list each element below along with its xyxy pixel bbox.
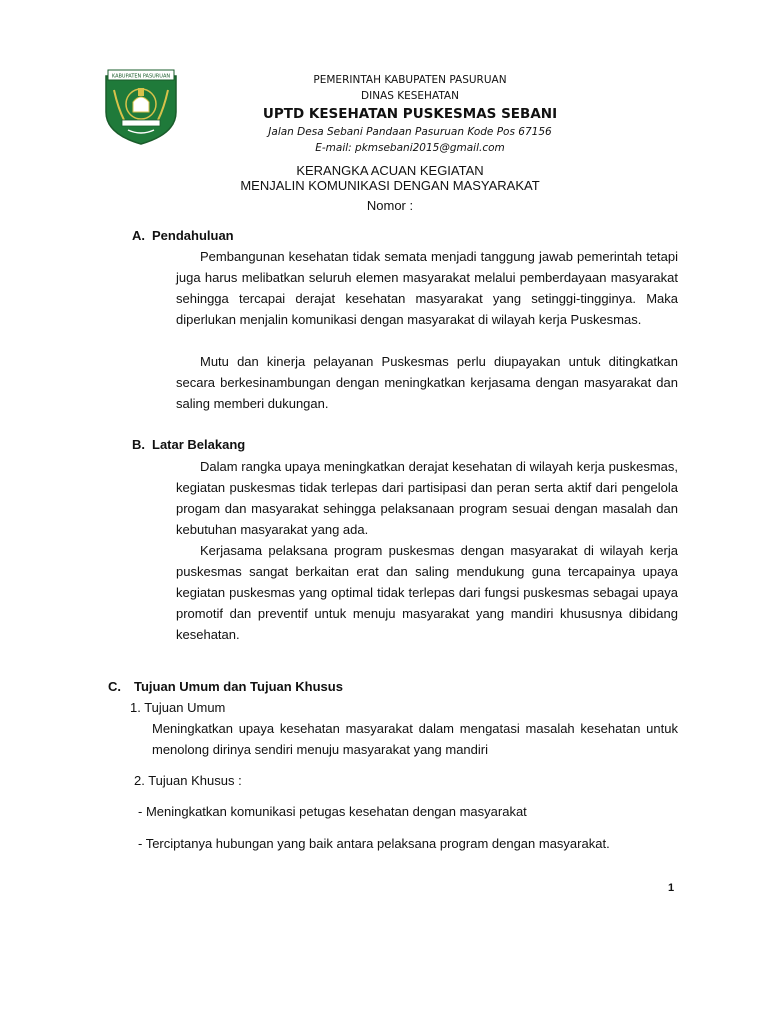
section-b-heading [132,437,245,452]
page-number: 1 [668,882,675,894]
document-title-line2: MENJALIN KOMUNIKASI DENGAN MASYARAKAT [240,178,540,193]
section-b-paragraph-1: Dalam rangka upaya meningkatkan derajat kesehatan di wilayah kerja puskesmas, kegiatan puskesmas tidak terlepas dari partisipasi dan peran serta aktif dari pengelola progam dan masyarakat sehingga pelaksanaan program sesuai dengan masalah dan kebutuhan masyarakat yang ada. [176,459,678,537]
tujuan-khusus-label: 2. Tujuan Khusus : [134,773,242,788]
section-a-letter: A. [132,228,145,243]
document-title-line1: KERANGKA ACUAN KEGIATAN [296,163,484,178]
government-name: PEMERINTAH KABUPATEN PASURUAN [313,74,507,86]
tujuan-umum-label: 1. Tujuan Umum [130,700,226,715]
institution-email: E-mail: pkmsebani2015@gmail.com [315,142,505,154]
document-number-label: Nomor : [366,198,414,213]
section-b-title: Latar Belakang [152,437,246,452]
department-name: DINAS KESEHATAN [361,90,459,102]
section-b-paragraph-2: Kerjasama pelaksana program puskesmas dengan masyarakat di wilayah kerja puskesmas sangat berkaitan erat dan saling mendukung guna tercapainya upaya kegiatan puskesmas yang optimal tidak terlepas dari fungsi puskesmas sebagai upaya promotif dan preventif untuk menuju masyarakat yang mandiri khususnya dibidang kesehatan. [176,543,678,642]
section-c-title: Tujuan Umum dan Tujuan Khusus [134,679,343,694]
section-c-heading [108,679,343,694]
regency-emblem-logo [102,68,180,146]
section-a-title: Pendahuluan [152,228,234,243]
tujuan-khusus-bullet-2: - Terciptanya hubungan yang baik antara pelaksana program dengan masyarakat. [138,836,610,851]
svg-text:KABUPATEN PASURUAN: KABUPATEN PASURUAN [111,73,171,80]
institution-name: UPTD KESEHATAN PUSKESMAS SEBANI [262,106,558,122]
tujuan-khusus-bullet-1: - Meningkatkan komunikasi petugas kesehatan dengan masyarakat [138,804,527,819]
letterhead [200,72,620,156]
section-c-letter: C. [108,679,121,694]
tujuan-umum-text: Meningkatkan upaya kesehatan masyarakat dalam mengatasi masalah kesehatan untuk menolong dirinya sendiri menuju masyarakat yang mandiri [152,721,678,757]
section-a-heading [132,228,234,243]
section-a-paragraph-2: Mutu dan kinerja pelayanan Puskesmas perlu diupayakan untuk ditingkatkan secara berkesinambungan dengan meningkatkan kerjasama dengan masyarakat dan saling memberi dukungan. [176,354,678,411]
institution-address: Jalan Desa Sebani Pandaan Pasuruan Kode Pos 67156 [268,126,552,138]
section-a-paragraph-1: Pembangunan kesehatan tidak semata menjadi tanggung jawab pemerintah tetapi juga harus melibatkan seluruh elemen masyarakat melalui pemberdayaan masyarakat sehingga tercapai derajat kesehatan masyarakat yang setinggi-tingginya. Maka diperlukan menjalin komunikasi dengan masyarakat di wilayah kerja Puskesmas. [176,249,678,327]
section-b-letter: B. [132,437,145,452]
